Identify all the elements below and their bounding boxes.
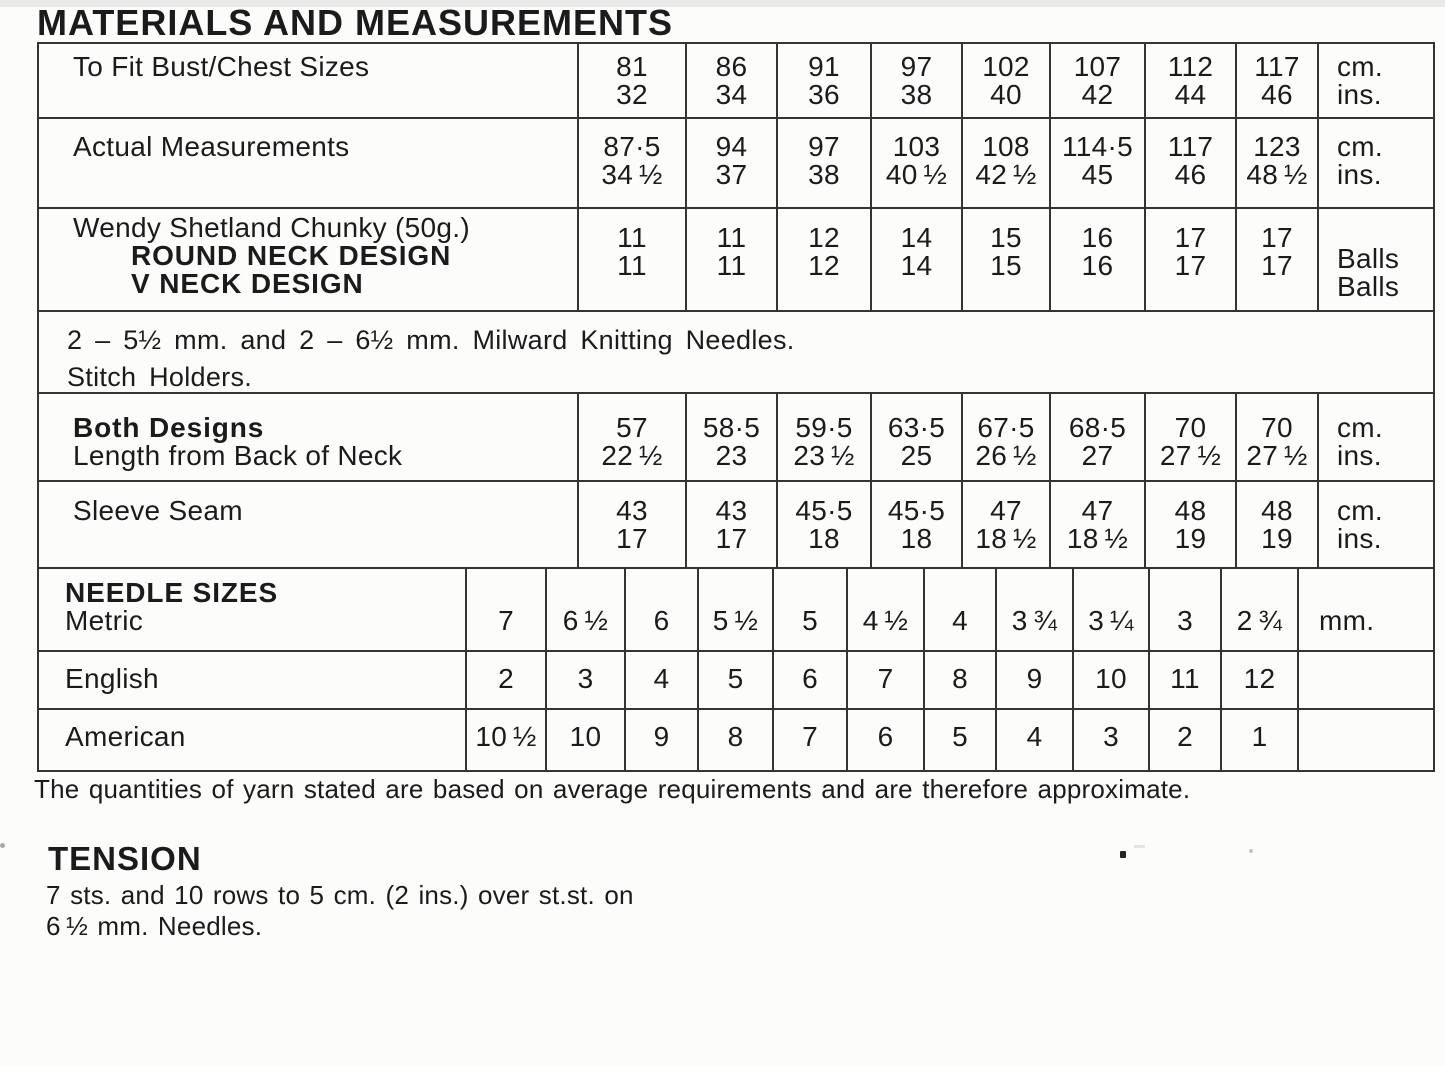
size-value: 48 (1174, 495, 1207, 526)
unit-label: cm. (1337, 131, 1384, 162)
size-value: 91 (808, 51, 840, 82)
table-row (39, 650, 1433, 708)
size-value: 94 (715, 131, 748, 162)
size-value: 15 (990, 222, 1022, 253)
size-value: 18 (808, 523, 840, 554)
size-value-cell (624, 652, 697, 708)
size-value: 58·5 (702, 412, 761, 443)
size-value-cell (1049, 119, 1144, 207)
size-value: 11 (1170, 663, 1200, 694)
size-value-cell (1049, 209, 1144, 310)
size-value-cell (776, 209, 870, 310)
size-value: 47 (1081, 495, 1114, 526)
size-value: 32 (616, 79, 648, 110)
size-value-cell (1144, 119, 1235, 207)
size-value-cell (995, 710, 1072, 770)
size-value: 47 (990, 495, 1022, 526)
size-value: 12 (808, 250, 840, 281)
size-value: 114·5 (1061, 131, 1134, 162)
size-value-cell (465, 569, 545, 650)
size-value: 48 ½ (1246, 159, 1308, 190)
size-value: 59·5 (795, 412, 853, 443)
size-value: 17 (1261, 222, 1293, 253)
size-value-cell (685, 119, 776, 207)
size-value-cell (846, 569, 923, 650)
row-label-cell (39, 209, 577, 310)
size-value-cell (923, 710, 995, 770)
size-value-cell (923, 569, 995, 650)
size-value: 23 (715, 440, 748, 471)
size-value-cell (846, 710, 923, 770)
size-value-cell (697, 652, 772, 708)
row-label: Length from Back of Neck (73, 440, 403, 471)
size-value: 102 (982, 51, 1030, 82)
unit-cell (1317, 44, 1433, 117)
table-row (39, 392, 1433, 480)
needles-note-row (39, 310, 1433, 392)
size-value-cell (1072, 710, 1148, 770)
size-value: 7 (498, 605, 514, 636)
size-value-cell (1144, 44, 1235, 117)
size-value: 7 (802, 721, 818, 752)
size-value-cell (1235, 209, 1317, 310)
row-label: Sleeve Seam (73, 495, 243, 526)
size-value-cell (1148, 652, 1220, 708)
size-value-cell (961, 394, 1049, 480)
size-value-cell (1148, 569, 1220, 650)
size-value-cell (870, 482, 961, 567)
size-value-cell (1235, 44, 1317, 117)
unit-cell (1297, 710, 1433, 770)
size-value: 5 (952, 721, 968, 752)
size-value-cell (1144, 209, 1235, 310)
size-value-cell (1049, 44, 1144, 117)
size-value: 45·5 (887, 495, 946, 526)
size-value: 27 (1081, 440, 1114, 471)
size-value: 38 (808, 159, 840, 190)
size-value-cell (1220, 652, 1297, 708)
size-value: 112 (1167, 51, 1214, 82)
size-value: 15 (990, 250, 1022, 281)
tension-line: 6 ½ mm. Needles. (46, 911, 263, 941)
size-value-cell (545, 569, 624, 650)
size-value: 43 (715, 495, 748, 526)
table-row (39, 117, 1433, 207)
size-value-cell (961, 44, 1049, 117)
size-value-cell (772, 569, 846, 650)
row-label: Metric (65, 605, 144, 636)
size-value: 4 (653, 663, 670, 694)
size-value: 19 (1261, 523, 1293, 554)
size-value-cell (1144, 394, 1235, 480)
size-value: 19 (1174, 523, 1207, 554)
unit-label: ins. (1337, 79, 1382, 110)
size-value-cell (776, 44, 870, 117)
size-value: 18 (900, 523, 933, 554)
row-label: To Fit Bust/Chest Sizes (73, 51, 370, 82)
unit-label: ins. (1337, 523, 1382, 554)
size-value-cell (697, 569, 772, 650)
size-value: 3 (577, 663, 594, 694)
size-value: 97 (900, 51, 933, 82)
size-value-cell (1072, 652, 1148, 708)
size-value-cell (1220, 569, 1297, 650)
needles-note-line: 2 – 5½ mm. and 2 – 6½ mm. Milward Knitting Needles. (67, 325, 795, 355)
size-value: 17 (1261, 250, 1293, 281)
row-label: Actual Measurements (73, 131, 350, 162)
scan-speck (1120, 851, 1126, 858)
row-label-cell (39, 482, 577, 567)
size-value-cell (961, 119, 1049, 207)
size-value: 3 (1103, 721, 1119, 752)
needles-note-line: Stitch Holders. (67, 362, 253, 392)
size-value: 10 ½ (475, 721, 537, 752)
unit-cell (1317, 209, 1433, 310)
tension-line: 7 sts. and 10 rows to 5 cm. (2 ins.) over st.st. on (46, 880, 634, 910)
size-value: 34 ½ (601, 159, 663, 190)
size-value-cell (772, 652, 846, 708)
size-value: 57 (616, 412, 648, 443)
size-value: 22 ½ (601, 440, 663, 471)
row-label: NEEDLE SIZES (65, 577, 279, 608)
size-value: 107 (1073, 51, 1122, 82)
size-value: 4 (1026, 721, 1043, 752)
size-value-cell (577, 209, 685, 310)
size-value-cell (697, 710, 772, 770)
size-value: 11 (617, 222, 647, 253)
size-value: 97 (808, 131, 840, 162)
size-value: 11 (716, 250, 747, 281)
size-value-cell (1235, 482, 1317, 567)
unit-label: cm. (1337, 495, 1384, 526)
size-value: 18 ½ (975, 523, 1037, 554)
size-value: 34 (715, 79, 748, 110)
size-value: 6 (653, 605, 670, 636)
size-value: 63·5 (887, 412, 946, 443)
size-value-cell (465, 710, 545, 770)
size-value-cell (776, 482, 870, 567)
table-row (39, 567, 1433, 650)
size-value-cell (776, 119, 870, 207)
table-row (39, 708, 1433, 770)
size-value-cell (1072, 569, 1148, 650)
row-label-cell (39, 394, 577, 480)
size-value: 45·5 (795, 495, 853, 526)
yarn-quantities-footnote: The quantities of yarn stated are based on average requirements and are therefore approximate. (34, 774, 1191, 804)
row-label: ROUND NECK DESIGN (131, 240, 452, 271)
row-label: Wendy Shetland Chunky (50g.) (73, 212, 470, 243)
size-value: 6 (802, 663, 818, 694)
size-value: 108 (982, 131, 1030, 162)
size-value-cell (870, 209, 961, 310)
size-value: 68·5 (1068, 412, 1127, 443)
size-value: 46 (1261, 79, 1293, 110)
size-value-cell (995, 652, 1072, 708)
size-value: 2 (1177, 721, 1193, 752)
unit-cell (1297, 652, 1433, 708)
size-value-cell (776, 394, 870, 480)
size-value: 16 (1081, 250, 1114, 281)
size-value: 18 ½ (1066, 523, 1129, 554)
size-value-cell (1220, 710, 1297, 770)
unit-label: cm. (1337, 412, 1384, 443)
size-value: 70 (1261, 412, 1293, 443)
size-value: 48 (1261, 495, 1293, 526)
size-value-cell (772, 710, 846, 770)
size-value: 42 ½ (975, 159, 1037, 190)
size-value-cell (1148, 710, 1220, 770)
unit-cell (1317, 394, 1433, 480)
size-value: 17 (1174, 222, 1207, 253)
size-value: 11 (716, 222, 747, 253)
size-value: 44 (1174, 79, 1207, 110)
size-value-cell (577, 482, 685, 567)
size-value: 9 (1026, 663, 1043, 694)
size-value-cell (465, 652, 545, 708)
size-value-cell (577, 119, 685, 207)
size-value-cell (577, 44, 685, 117)
size-value: 27 ½ (1159, 440, 1222, 471)
size-value: 2 (498, 663, 514, 694)
size-value: 7 (877, 663, 894, 694)
size-value: 10 (1095, 663, 1127, 694)
row-label-cell (39, 710, 465, 770)
unit-label: mm. (1319, 605, 1375, 636)
size-value: 25 (900, 440, 933, 471)
size-value-cell (1235, 119, 1317, 207)
size-value: 8 (952, 663, 968, 694)
size-value: 5 (727, 663, 744, 694)
size-value: 8 (727, 721, 744, 752)
unit-label: Balls (1337, 243, 1400, 274)
row-label-cell (39, 652, 465, 708)
size-value: 17 (1174, 250, 1207, 281)
size-value: 40 ½ (885, 159, 948, 190)
unit-label: ins. (1337, 440, 1382, 471)
size-value: 117 (1254, 51, 1300, 82)
size-value: 43 (616, 495, 648, 526)
size-value: 26 ½ (975, 440, 1037, 471)
size-value: 87·5 (603, 131, 661, 162)
unit-label: cm. (1337, 51, 1384, 82)
size-value: 6 ½ (562, 605, 609, 636)
size-value: 5 (802, 605, 818, 636)
size-value-cell (1049, 394, 1144, 480)
tension-heading: TENSION (48, 840, 202, 877)
size-value: 86 (715, 51, 748, 82)
size-value: 36 (808, 79, 840, 110)
unit-cell (1317, 482, 1433, 567)
size-value-cell (577, 394, 685, 480)
size-value: 103 (892, 131, 941, 162)
size-value: 70 (1174, 412, 1207, 443)
size-value-cell (1144, 482, 1235, 567)
row-label: American (65, 721, 186, 752)
materials-measurements-table (37, 42, 1435, 772)
size-value: 3 ¼ (1088, 605, 1134, 636)
scan-speck (1134, 845, 1145, 848)
size-value: 16 (1081, 222, 1114, 253)
size-value: 42 (1081, 79, 1114, 110)
size-value: 46 (1174, 159, 1207, 190)
size-value-cell (624, 710, 697, 770)
size-value: 11 (617, 250, 647, 281)
row-label-cell (39, 569, 465, 650)
size-value-cell (685, 44, 776, 117)
unit-label: Balls (1337, 271, 1400, 302)
row-label-cell (39, 119, 577, 207)
size-value: 17 (616, 523, 648, 554)
size-value: 3 (1177, 605, 1193, 636)
row-label: Both Designs (73, 412, 265, 443)
size-value: 4 ½ (862, 605, 909, 636)
row-label: English (65, 663, 159, 694)
size-value: 23 ½ (793, 440, 855, 471)
table-row (39, 207, 1433, 310)
size-value: 67·5 (977, 412, 1035, 443)
size-value: 40 (990, 79, 1022, 110)
unit-cell (1317, 119, 1433, 207)
size-value-cell (846, 652, 923, 708)
row-label: V NECK DESIGN (131, 268, 364, 299)
size-value-cell (995, 569, 1072, 650)
size-value: 37 (715, 159, 748, 190)
size-value-cell (1049, 482, 1144, 567)
size-value: 45 (1081, 159, 1114, 190)
size-value-cell (685, 209, 776, 310)
size-value: 38 (900, 79, 933, 110)
tension-body (46, 880, 634, 942)
unit-cell (1297, 569, 1433, 650)
size-value-cell (961, 209, 1049, 310)
size-value-cell (870, 394, 961, 480)
table-row (39, 480, 1433, 567)
size-value-cell (685, 482, 776, 567)
size-value: 1 (1251, 721, 1268, 752)
size-value: 3 ¾ (1011, 605, 1058, 636)
size-value-cell (685, 394, 776, 480)
size-value-cell (1235, 394, 1317, 480)
size-value: 117 (1167, 131, 1214, 162)
size-value: 17 (715, 523, 748, 554)
size-value-cell (870, 44, 961, 117)
size-value: 4 (952, 605, 968, 636)
size-value: 6 (877, 721, 894, 752)
size-value: 123 (1253, 131, 1301, 162)
size-value-cell (923, 652, 995, 708)
size-value-cell (545, 652, 624, 708)
scan-speck (1249, 849, 1253, 853)
size-value: 12 (1243, 663, 1276, 694)
size-value-cell (545, 710, 624, 770)
size-value: 2 ¾ (1236, 605, 1283, 636)
scan-speck (0, 843, 5, 848)
row-label-cell (39, 44, 577, 117)
size-value: 27 ½ (1246, 440, 1308, 471)
size-value: 81 (616, 51, 648, 82)
page-title: MATERIALS AND MEASUREMENTS (37, 2, 673, 43)
size-value-cell (624, 569, 697, 650)
unit-label: ins. (1337, 159, 1382, 190)
table-row (39, 44, 1433, 117)
size-value: 12 (808, 222, 840, 253)
size-value: 14 (900, 222, 933, 253)
size-value: 5 ½ (712, 605, 759, 636)
size-value-cell (870, 119, 961, 207)
size-value: 14 (900, 250, 933, 281)
size-value: 9 (653, 721, 670, 752)
size-value-cell (961, 482, 1049, 567)
size-value: 10 (569, 721, 602, 752)
